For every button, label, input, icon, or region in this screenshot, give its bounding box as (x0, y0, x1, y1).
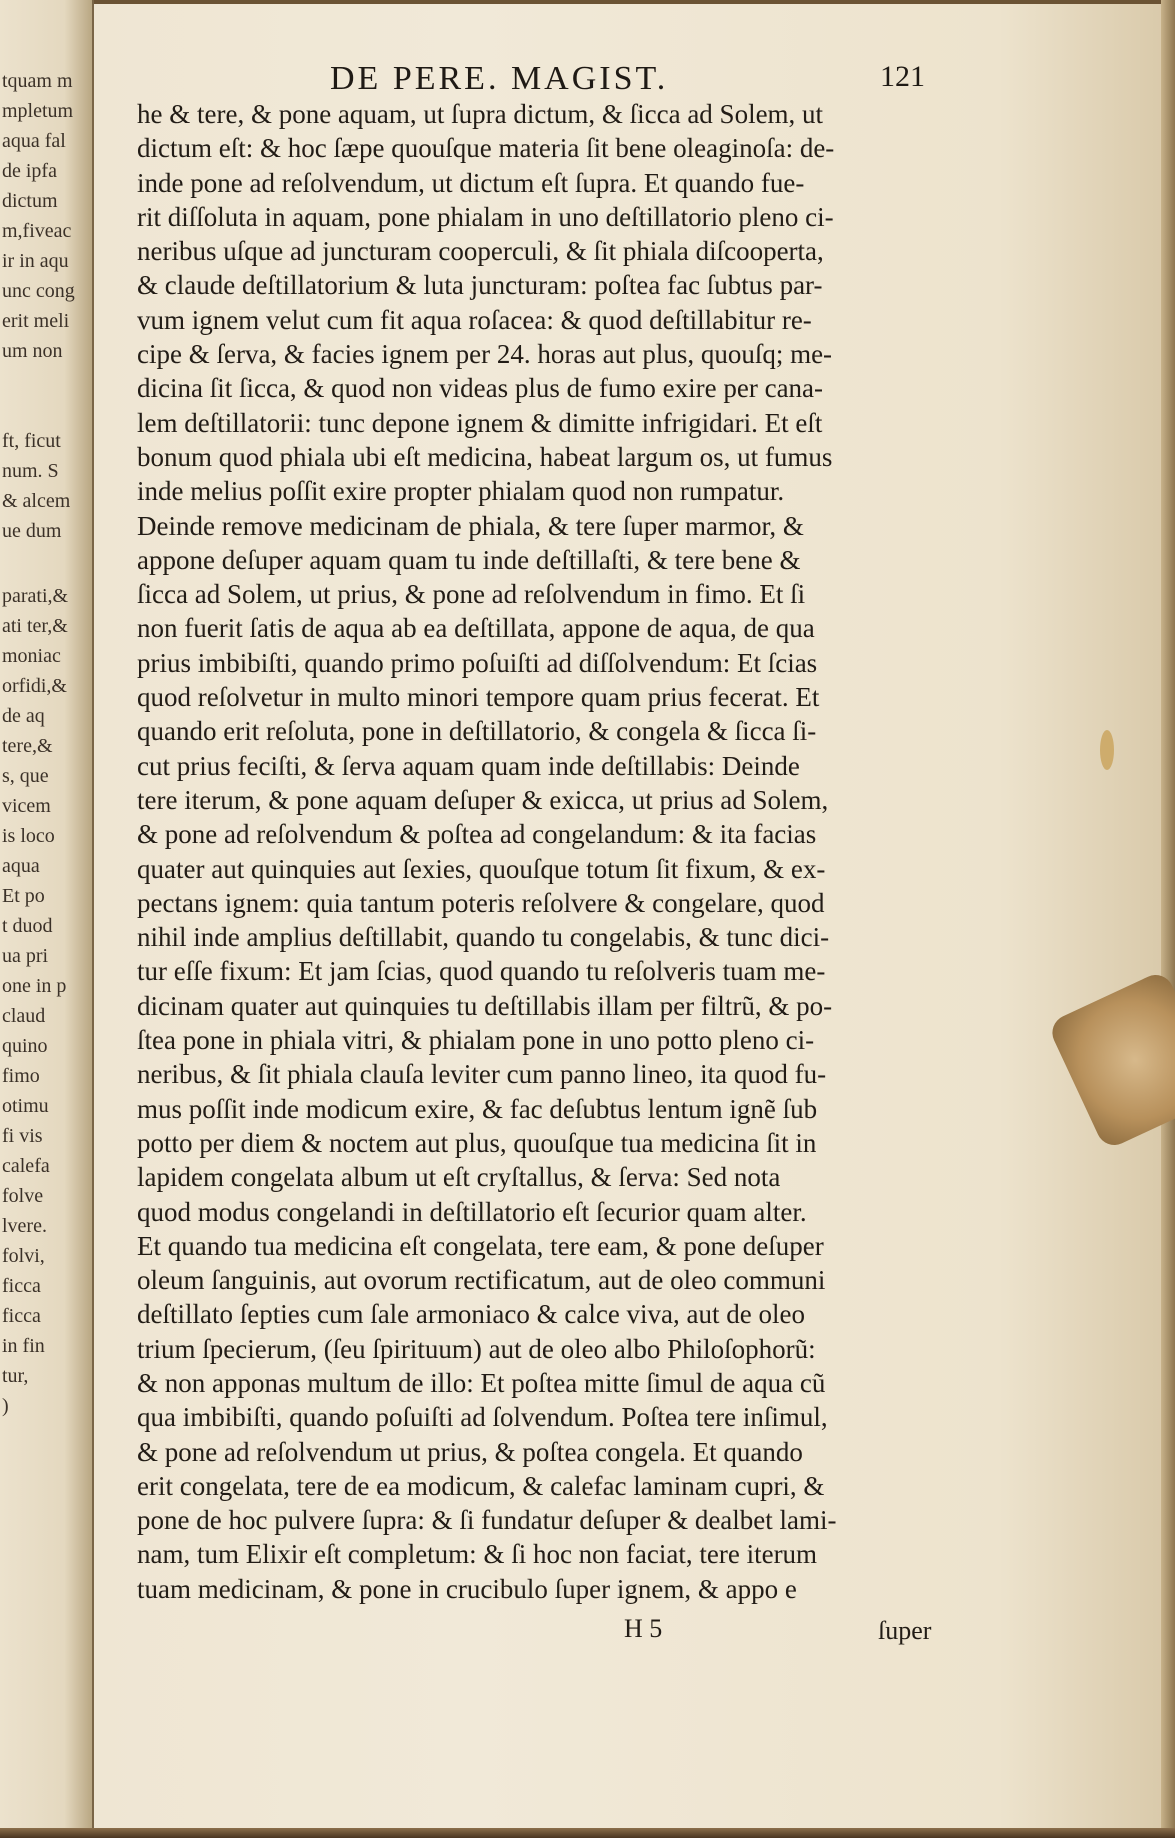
page-top-edge (92, 0, 1175, 4)
paper-stain (1100, 730, 1114, 770)
page-number: 121 (880, 60, 925, 93)
margin-fragment: otimu (2, 1095, 49, 1117)
margin-fragment: dictum (2, 190, 58, 212)
margin-fragment: one in p (2, 975, 67, 997)
margin-fragment: moniac (2, 645, 61, 667)
margin-fragment: um non (2, 340, 63, 362)
text-line: he & tere, & pone aquam, ut ſupra dictum, & ſicca ad Solem, ut (137, 99, 824, 129)
margin-fragment: aqua (2, 855, 40, 877)
text-line: potto per diem & noctem aut plus, quouſque tua medicina ſit in (137, 1127, 817, 1158)
text-line: bonum quod phiala ubi eſt medicina, habeat largum os, ut fumus (137, 441, 833, 472)
text-line: tur eſſe fixum: Et jam ſcias, quod quando tu reſolveris tuam me- (137, 956, 826, 987)
margin-fragment: aqua fal (2, 130, 66, 152)
text-line: Et quando tua medicina eſt congelata, tere eam, & pone deſuper (137, 1230, 824, 1261)
text-line: & non apponas multum de illo: Et poſtea mitte ſimul de aqua cũ (137, 1367, 826, 1398)
text-line: dicinam quater aut quinquies tu deſtillabis illam per filtrũ, & po- (137, 990, 833, 1021)
text-line: cipe & ſerva, & facies ignem per 24. horas aut plus, quouſq; me- (137, 339, 833, 370)
margin-fragment: num. S (2, 460, 59, 482)
text-line: qua imbibiſti, quando poſuiſti ad ſolvendum. Poſtea tere inſimul, (137, 1402, 828, 1433)
margin-fragment: s, que (2, 765, 49, 787)
signature-mark: H 5 (624, 1614, 663, 1643)
margin-fragment: & alcem (2, 490, 71, 512)
margin-fragment: quino (2, 1035, 48, 1057)
text-line: pone de hoc pulvere ſupra: & ſi fundatur deſuper & dealbet lami- (137, 1505, 837, 1536)
text-line: ſtea pone in phiala vitri, & phialam pone in uno potto pleno ci- (137, 1025, 815, 1056)
text-line: inde melius poſſit exire propter phialam quod non rumpatur. (137, 476, 785, 507)
margin-fragment: de ipfa (2, 160, 57, 182)
margin-fragment: tquam m (2, 70, 73, 92)
text-line: & pone ad reſolvendum ut prius, & poſtea congela. Et quando (137, 1436, 803, 1467)
margin-fragment: folve (2, 1185, 44, 1207)
margin-fragment: mpletum (2, 100, 74, 122)
text-line: mus poſſit inde modicum exire, & fac deſubtus lentum ignẽ ſub (137, 1093, 818, 1124)
margin-fragment: ir in aqu (2, 250, 69, 272)
margin-fragment: ) (2, 1395, 9, 1417)
margin-fragment: ua pri (2, 945, 49, 967)
text-line: neribus uſque ad juncturam cooperculi, & ſit phiala diſcooperta, (137, 236, 824, 267)
text-line: quod reſolvetur in multo minori tempore quam prius fecerat. Et (137, 682, 820, 713)
text-line: ſicca ad Solem, ut prius, & pone ad reſolvendum in fimo. Et ſi (137, 579, 806, 610)
margin-fragment: in fin (2, 1335, 45, 1357)
text-line: rit diſſoluta in aquam, pone phialam in uno deſtillatorio pleno ci- (137, 201, 834, 232)
text-line: dicina ſit ſicca, & quod non videas plus de fumo exire per cana- (137, 373, 824, 404)
margin-fragment: lvere. (2, 1215, 47, 1237)
text-line: oleum ſanguinis, aut ovorum rectificatum, aut de oleo communi (137, 1265, 826, 1296)
text-line: inde pone ad reſolvendum, ut dictum eſt ſupra. Et quando fue- (137, 167, 805, 198)
margin-fragment: ue dum (2, 520, 62, 542)
margin-fragment: unc cong (2, 280, 75, 302)
text-line: lapidem congelata album ut eſt cryſtallus, & ſerva: Sed nota (137, 1162, 781, 1193)
text-line: Deinde remove medicinam de phiala, & tere ſuper marmor, & (137, 510, 804, 541)
margin-fragment: ficca (2, 1305, 41, 1327)
text-line: tuam medicinam, & pone in crucibulo ſuper ignem, & appo e (137, 1573, 797, 1604)
text-line: quod modus congelandi in deſtillatorio eſt ſecurior quam alter. (137, 1196, 807, 1227)
text-line: neribus, & ſit phiala clauſa leviter cum panno lineo, ita quod fu- (137, 1059, 827, 1090)
margin-fragment: tur, (2, 1365, 29, 1387)
text-line: nam, tum Elixir eſt completum: & ſi hoc non faciat, tere iterum (137, 1539, 818, 1570)
text-line: & pone ad reſolvendum & poſtea ad congelandum: & ita facias (137, 819, 817, 850)
margin-fragment: tere,& (2, 735, 53, 757)
margin-fragment: Et po (2, 885, 45, 907)
text-line: lem deſtillatorii: tunc depone ignem & dimitte infrigidari. Et eſt (137, 407, 823, 438)
margin-fragment: parati,& (2, 585, 69, 607)
page-right-edge (1161, 0, 1175, 1838)
margin-fragment: fimo (2, 1065, 40, 1087)
text-line: appone deſuper aquam quam tu inde deſtillaſti, & tere bene & (137, 544, 801, 575)
facing-page-margin (0, 0, 94, 1838)
main-text-block (137, 97, 947, 1606)
margin-fragment: fi vis (2, 1125, 43, 1147)
catchword: ſuper (878, 1616, 932, 1645)
margin-fragment: vicem (2, 795, 51, 817)
margin-fragment: ficca (2, 1275, 41, 1297)
text-line: quater aut quinquies aut ſexies, quouſque totum ſit fixum, & ex- (137, 853, 826, 884)
page-tab (1047, 969, 1175, 1151)
margin-fragment: is loco (2, 825, 55, 847)
margin-fragment: claud (2, 1005, 46, 1027)
margin-fragment: calefa (2, 1155, 50, 1177)
text-line: deſtillato ſepties cum ſale armoniaco & calce viva, aut de oleo (137, 1299, 805, 1330)
text-line: trium ſpecierum, (ſeu ſpirituum) aut de oleo albo Philoſophorũ: (137, 1333, 816, 1364)
text-line: nihil inde amplius deſtillabit, quando tu congelabis, & tunc dici- (137, 922, 830, 953)
running-title: DE PERE. MAGIST. (330, 60, 669, 97)
text-line: dictum eſt: & hoc ſæpe quouſque materia ſit bene oleaginoſa: de- (137, 133, 835, 164)
text-line: prius imbibiſti, quando primo poſuiſti ad diſſolvendum: Et ſcias (137, 647, 818, 678)
margin-fragment: t duod (2, 915, 53, 937)
page-bottom-edge (0, 1828, 1175, 1838)
text-line: tere iterum, & pone aquam deſuper & exicca, ut prius ad Solem, (137, 784, 829, 815)
text-line: quando erit reſoluta, pone in deſtillatorio, & congela & ſicca ſi- (137, 716, 817, 747)
margin-fragment: erit meli (2, 310, 70, 332)
margin-fragment: m,fiveac (2, 220, 72, 242)
margin-fragment: de aq (2, 705, 45, 727)
text-line: pectans ignem: quia tantum poteris reſolvere & congelare, quod (137, 887, 825, 918)
margin-fragment: ft, ficut (2, 430, 61, 452)
text-line: erit congelata, tere de ea modicum, & calefac laminam cupri, & (137, 1470, 825, 1501)
text-line: non fuerit ſatis de aqua ab ea deſtillata, appone de aqua, de qua (137, 613, 815, 644)
text-line: vum ignem velut cum fit aqua roſacea: & quod deſtillabitur re- (137, 304, 812, 335)
margin-fragment: ati ter,& (2, 615, 68, 637)
margin-fragment: folvi, (2, 1245, 45, 1267)
text-line: cut prius feciſti, & ſerva aquam quam inde deſtillabis: Deinde (137, 750, 800, 781)
text-line: & claude deſtillatorium & luta juncturam: poſtea fac ſubtus par- (137, 270, 823, 301)
margin-fragment: orfidi,& (2, 675, 67, 697)
